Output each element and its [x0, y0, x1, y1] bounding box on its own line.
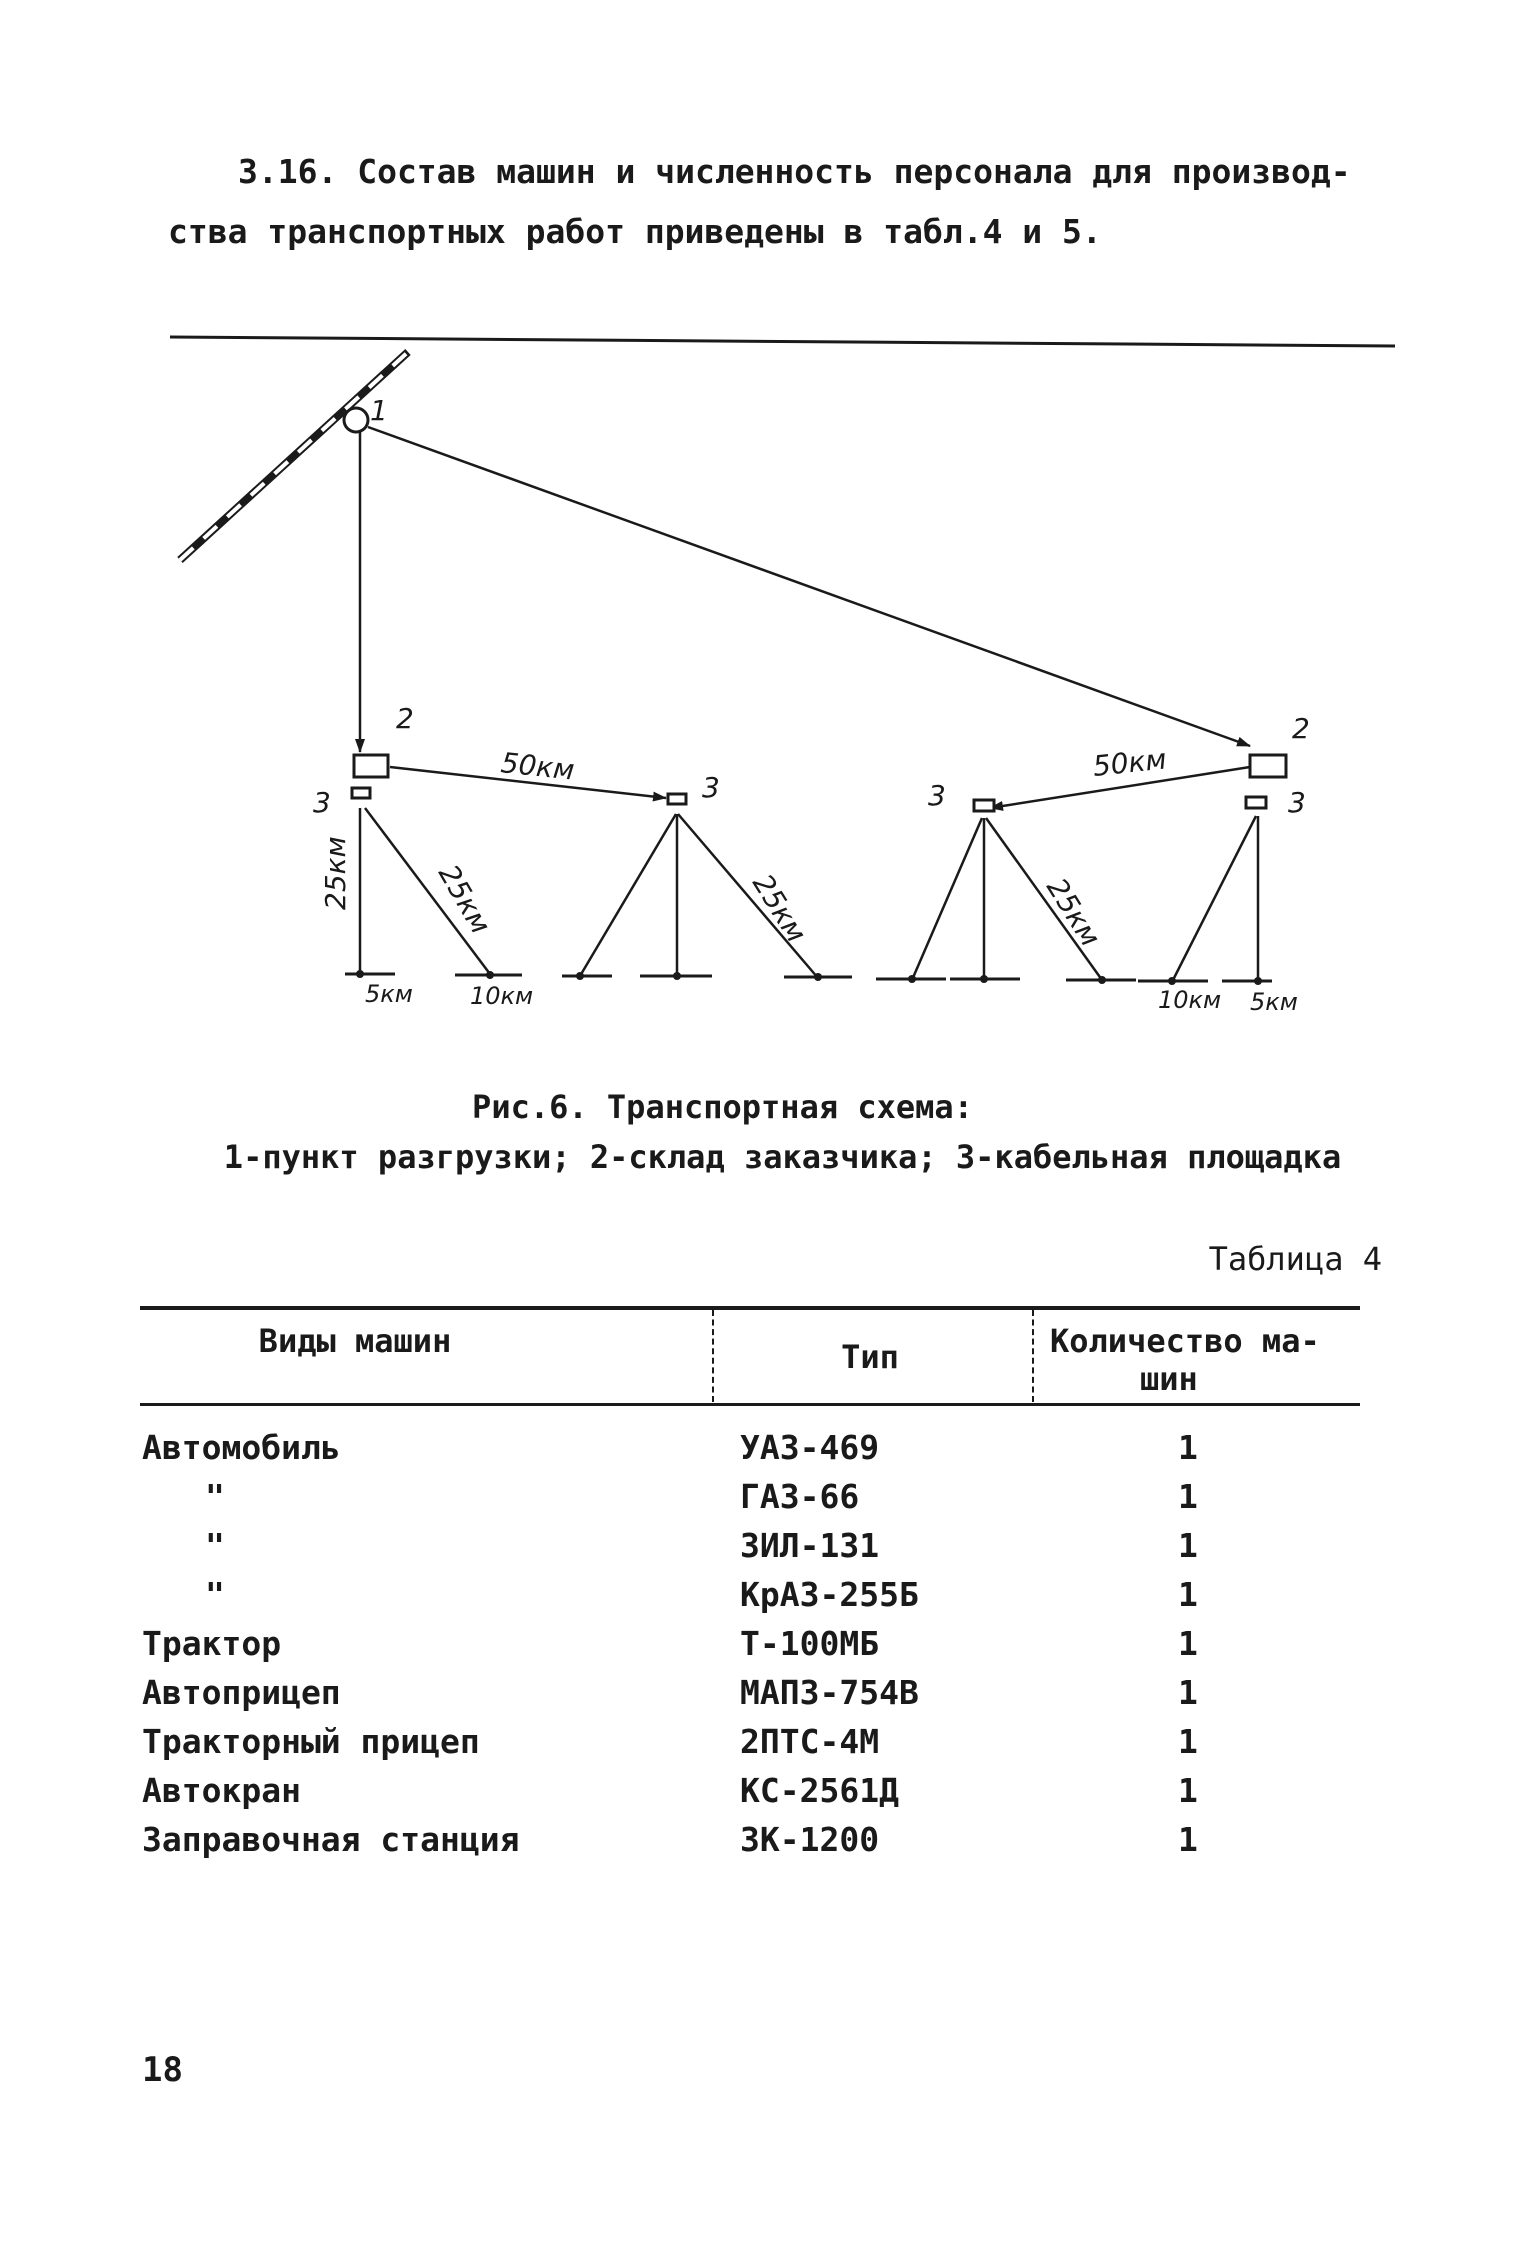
- label-25km-diag-3: 25км: [1040, 872, 1108, 953]
- label-5km-left: 5км: [365, 980, 413, 1008]
- paragraph-line-1: 3.16. Состав машин и численность персонала для производ-: [238, 152, 1351, 191]
- cell-kind: ": [205, 1575, 225, 1614]
- cell-count: 1: [1178, 1624, 1198, 1663]
- cell-count: 1: [1178, 1673, 1198, 1712]
- cell-type: ГАЗ-66: [740, 1477, 860, 1516]
- cable-site-d: [1246, 797, 1266, 808]
- cell-kind: Заправочная станция: [142, 1820, 520, 1859]
- cell-type: 2ПТС-4М: [740, 1722, 880, 1761]
- figure-caption-legend: 1-пункт разгрузки; 2-склад заказчика; 3-кабельная площадка: [223, 1138, 1342, 1176]
- table-row: [0, 1624, 1535, 1674]
- label-25km-diag-1: 25км: [431, 859, 498, 940]
- label-50km-right: 50км: [1091, 742, 1168, 783]
- table-row: [0, 1428, 1535, 1478]
- cable-site-b: [668, 794, 686, 804]
- header-machine-kind: Виды машин: [258, 1322, 452, 1360]
- table-row: [0, 1673, 1535, 1723]
- table-label: Таблица 4: [1208, 1240, 1382, 1278]
- cell-type: УАЗ-469: [740, 1428, 880, 1467]
- cell-count: 1: [1178, 1575, 1198, 1614]
- cell-count: 1: [1178, 1722, 1198, 1761]
- transport-scheme-diagram: [0, 0, 1535, 1060]
- cell-kind: Автокран: [142, 1771, 301, 1810]
- top-boundary-line: [170, 337, 1395, 346]
- header-type: Тип: [841, 1338, 899, 1376]
- header-count: [1050, 1322, 1350, 1398]
- label-node-3-a: 3: [313, 786, 331, 819]
- label-node-1: 1: [370, 394, 388, 427]
- table-row: [0, 1526, 1535, 1576]
- cell-type: ЗК-1200: [740, 1820, 880, 1859]
- cell-count: 1: [1178, 1771, 1198, 1810]
- header-count-line-2: шин: [1140, 1360, 1198, 1398]
- label-node-3-c: 3: [928, 779, 946, 812]
- route-1-to-right-warehouse: [368, 427, 1250, 746]
- label-node-2-left: 2: [396, 702, 414, 735]
- label-10km-right: 10км: [1158, 986, 1222, 1014]
- cell-type: КрАЗ-255Б: [740, 1575, 919, 1614]
- cell-count: 1: [1178, 1428, 1198, 1467]
- cell-count: 1: [1178, 1820, 1198, 1859]
- cell-type: КС-2561Д: [740, 1771, 899, 1810]
- label-25km-diag-2: 25км: [746, 868, 814, 949]
- page-number: 18: [142, 2050, 183, 2090]
- cable-site-a: [352, 788, 370, 798]
- cell-kind: Автоприцеп: [142, 1673, 341, 1712]
- cell-count: 1: [1178, 1526, 1198, 1565]
- cell-type: ЗИЛ-131: [740, 1526, 880, 1565]
- label-25km-vertical: 25км: [319, 836, 352, 910]
- cell-count: 1: [1178, 1477, 1198, 1516]
- table-header-rule: [140, 1403, 1360, 1406]
- label-node-3-d: 3: [1288, 786, 1306, 819]
- table-row: [0, 1820, 1535, 1870]
- cell-kind: Тракторный прицеп: [142, 1722, 480, 1761]
- table-row: [0, 1771, 1535, 1821]
- table-row: [0, 1575, 1535, 1625]
- label-5km-right: 5км: [1250, 988, 1298, 1016]
- table-top-rule: [140, 1306, 1360, 1310]
- table-column-separator: [1032, 1310, 1034, 1402]
- label-node-3-b: 3: [702, 771, 720, 804]
- header-count-line-1: Количество ма-: [1050, 1322, 1320, 1360]
- cell-kind: Автомобиль: [142, 1428, 341, 1467]
- right-warehouse: [1250, 755, 1286, 777]
- cell-type: Т-100МБ: [740, 1624, 880, 1663]
- label-10km-left: 10км: [470, 982, 534, 1010]
- table-row: [0, 1722, 1535, 1772]
- cell-type: МАПЗ-754В: [740, 1673, 919, 1712]
- figure-caption-title: Рис.6. Транспортная схема:: [472, 1088, 973, 1126]
- cell-kind: ": [205, 1526, 225, 1565]
- cable-site-c: [974, 800, 994, 811]
- left-warehouse: [354, 755, 388, 777]
- cell-kind: Трактор: [142, 1624, 282, 1663]
- label-node-2-right: 2: [1292, 712, 1310, 745]
- unloading-point-node: [344, 408, 368, 432]
- table-row: [0, 1477, 1535, 1527]
- table-column-separator: [712, 1310, 714, 1402]
- label-50km-left: 50км: [499, 746, 576, 787]
- cell-kind: ": [205, 1477, 225, 1516]
- paragraph-line-2: ства транспортных работ приведены в табл.4 и 5.: [168, 212, 1102, 251]
